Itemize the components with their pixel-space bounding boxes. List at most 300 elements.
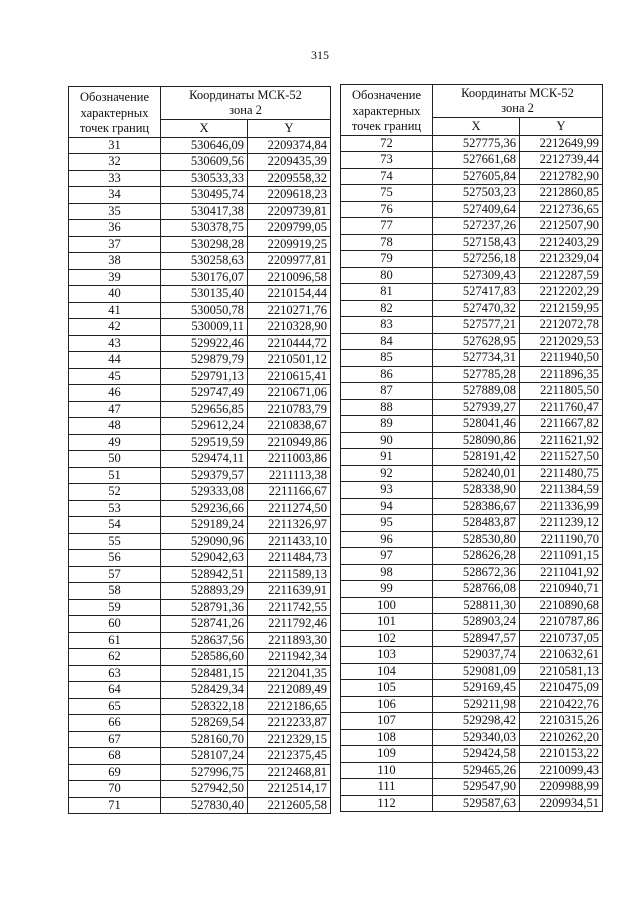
x-coordinate-cell: 528637,56 — [161, 632, 248, 649]
point-id-cell: 42 — [69, 319, 161, 336]
table-row — [341, 135, 603, 152]
point-id-cell: 36 — [69, 220, 161, 237]
x-coordinate-cell: 529211,98 — [433, 696, 520, 713]
point-id-cell: 103 — [341, 647, 433, 664]
table-row — [341, 515, 603, 532]
y-coordinate-cell: 2212287,59 — [520, 267, 603, 284]
point-id-cell: 37 — [69, 236, 161, 253]
y-coordinate-cell: 2212329,04 — [520, 251, 603, 268]
y-coordinate-cell: 2211113,38 — [248, 467, 331, 484]
page-number: 315 — [311, 48, 329, 62]
point-id-cell: 71 — [69, 797, 161, 814]
x-coordinate-cell: 527309,43 — [433, 267, 520, 284]
point-id-cell: 110 — [341, 762, 433, 779]
y-coordinate-cell: 2210838,67 — [248, 418, 331, 435]
designation-header-line: Обозначение — [79, 90, 150, 104]
x-coordinate-cell: 527661,68 — [433, 152, 520, 169]
y-coordinate-cell: 2211760,47 — [520, 399, 603, 416]
y-coordinate-cell: 2212089,49 — [248, 682, 331, 699]
coordinates-header-line: Координаты МСК-52 — [189, 87, 302, 102]
y-coordinate-cell: 2210099,43 — [520, 762, 603, 779]
point-id-cell: 107 — [341, 713, 433, 730]
point-id-cell: 33 — [69, 170, 161, 187]
y-coordinate-cell: 2212403,29 — [520, 234, 603, 251]
x-coordinate-cell: 528191,42 — [433, 449, 520, 466]
table-row — [341, 416, 603, 433]
y-coordinate-cell: 2212375,45 — [248, 748, 331, 765]
point-id-cell: 50 — [69, 451, 161, 468]
x-coordinate-cell: 527889,08 — [433, 383, 520, 400]
coordinates-header-line: зона 2 — [501, 101, 534, 116]
y-coordinate-cell: 2210581,13 — [520, 663, 603, 680]
x-column-header: X — [433, 118, 520, 135]
x-coordinate-cell: 528269,54 — [161, 715, 248, 732]
table-row — [69, 731, 331, 748]
table-row — [69, 137, 331, 154]
x-coordinate-cell: 527577,21 — [433, 317, 520, 334]
x-coordinate-cell: 530298,28 — [161, 236, 248, 253]
point-id-cell: 84 — [341, 333, 433, 350]
y-coordinate-cell: 2209934,51 — [520, 795, 603, 812]
point-id-cell: 31 — [69, 137, 161, 154]
y-coordinate-cell: 2211480,75 — [520, 465, 603, 482]
y-coordinate-cell: 2211274,50 — [248, 500, 331, 517]
y-coordinate-cell: 2210671,06 — [248, 385, 331, 402]
x-coordinate-cell: 528481,15 — [161, 665, 248, 682]
point-id-cell: 65 — [69, 698, 161, 715]
table-row — [341, 350, 603, 367]
table-row — [341, 564, 603, 581]
table-row — [341, 267, 603, 284]
x-coordinate-cell: 530417,38 — [161, 203, 248, 220]
point-id-cell: 80 — [341, 267, 433, 284]
y-coordinate-cell: 2210949,86 — [248, 434, 331, 451]
table-row — [341, 531, 603, 548]
y-coordinate-cell: 2210154,44 — [248, 286, 331, 303]
point-id-cell: 48 — [69, 418, 161, 435]
point-id-cell: 67 — [69, 731, 161, 748]
point-id-cell: 77 — [341, 218, 433, 235]
table-row — [69, 632, 331, 649]
table-row — [69, 550, 331, 567]
table-row — [341, 482, 603, 499]
point-id-cell: 54 — [69, 517, 161, 534]
y-coordinate-cell: 2211589,13 — [248, 566, 331, 583]
x-coordinate-cell: 528107,24 — [161, 748, 248, 765]
point-id-cell: 81 — [341, 284, 433, 301]
y-coordinate-cell: 2211384,59 — [520, 482, 603, 499]
table-row — [69, 269, 331, 286]
point-id-cell: 102 — [341, 630, 433, 647]
y-coordinate-cell: 2211639,91 — [248, 583, 331, 600]
y-coordinate-cell: 2209988,99 — [520, 779, 603, 796]
y-coordinate-cell: 2210444,72 — [248, 335, 331, 352]
y-column-header: Y — [248, 120, 331, 137]
x-coordinate-cell: 530495,74 — [161, 187, 248, 204]
table-body-left — [69, 137, 331, 814]
point-id-cell: 61 — [69, 632, 161, 649]
y-coordinate-cell: 2211190,70 — [520, 531, 603, 548]
table-row — [341, 614, 603, 631]
x-coordinate-cell: 527734,31 — [433, 350, 520, 367]
x-coordinate-cell: 528947,57 — [433, 630, 520, 647]
y-coordinate-cell: 2210940,71 — [520, 581, 603, 598]
x-coordinate-cell: 527628,95 — [433, 333, 520, 350]
y-coordinate-cell: 2210422,76 — [520, 696, 603, 713]
table-row — [341, 498, 603, 515]
table-row — [341, 713, 603, 730]
x-coordinate-cell: 529791,13 — [161, 368, 248, 385]
table-row — [341, 548, 603, 565]
designation-header — [69, 87, 161, 138]
x-coordinate-cell: 527409,64 — [433, 201, 520, 218]
y-coordinate-cell: 2212072,78 — [520, 317, 603, 334]
x-coordinate-cell: 528791,36 — [161, 599, 248, 616]
x-coordinate-cell: 527942,50 — [161, 781, 248, 798]
table-row — [341, 366, 603, 383]
table-row — [69, 170, 331, 187]
x-coordinate-cell: 529081,09 — [433, 663, 520, 680]
point-id-cell: 85 — [341, 350, 433, 367]
y-coordinate-cell: 2210615,41 — [248, 368, 331, 385]
x-coordinate-cell: 529587,63 — [433, 795, 520, 812]
table-row — [69, 220, 331, 237]
table-row — [69, 583, 331, 600]
table-row — [69, 533, 331, 550]
x-coordinate-cell: 529747,49 — [161, 385, 248, 402]
table-row — [69, 566, 331, 583]
x-coordinate-cell: 529169,45 — [433, 680, 520, 697]
y-coordinate-cell: 2212514,17 — [248, 781, 331, 798]
y-coordinate-cell: 2210315,26 — [520, 713, 603, 730]
table-row — [69, 187, 331, 204]
x-coordinate-cell: 528942,51 — [161, 566, 248, 583]
x-coordinate-cell: 527256,18 — [433, 251, 520, 268]
designation-header-line: точек границ — [351, 119, 422, 133]
x-coordinate-cell: 528893,29 — [161, 583, 248, 600]
table-row — [341, 663, 603, 680]
x-coordinate-cell: 528338,90 — [433, 482, 520, 499]
point-id-cell: 64 — [69, 682, 161, 699]
x-coordinate-cell: 527830,40 — [161, 797, 248, 814]
designation-header-line: точек границ — [79, 121, 150, 135]
y-coordinate-cell: 2212186,65 — [248, 698, 331, 715]
x-coordinate-cell: 528903,24 — [433, 614, 520, 631]
y-coordinate-cell: 2212233,87 — [248, 715, 331, 732]
point-id-cell: 62 — [69, 649, 161, 666]
table-row — [69, 500, 331, 517]
table-row — [341, 399, 603, 416]
table-row — [69, 319, 331, 336]
table-row — [341, 152, 603, 169]
table-row — [341, 746, 603, 763]
table-row — [341, 317, 603, 334]
y-coordinate-cell: 2209374,84 — [248, 137, 331, 154]
y-coordinate-cell: 2211742,55 — [248, 599, 331, 616]
table-row — [69, 665, 331, 682]
y-coordinate-cell: 2212605,58 — [248, 797, 331, 814]
y-coordinate-cell: 2211621,92 — [520, 432, 603, 449]
table-row — [341, 630, 603, 647]
y-coordinate-cell: 2210501,12 — [248, 352, 331, 369]
coordinates-table-right — [340, 84, 603, 812]
table-row — [341, 465, 603, 482]
y-coordinate-cell: 2211091,15 — [520, 548, 603, 565]
y-coordinate-cell: 2210632,61 — [520, 647, 603, 664]
table-row — [341, 449, 603, 466]
point-id-cell: 89 — [341, 416, 433, 433]
table-row — [69, 368, 331, 385]
point-id-cell: 55 — [69, 533, 161, 550]
table-row — [341, 218, 603, 235]
x-coordinate-cell: 529037,74 — [433, 647, 520, 664]
point-id-cell: 100 — [341, 597, 433, 614]
table-row — [341, 779, 603, 796]
y-coordinate-cell: 2211484,73 — [248, 550, 331, 567]
point-id-cell: 52 — [69, 484, 161, 501]
point-id-cell: 70 — [69, 781, 161, 798]
point-id-cell: 91 — [341, 449, 433, 466]
point-id-cell: 72 — [341, 135, 433, 152]
point-id-cell: 60 — [69, 616, 161, 633]
y-coordinate-cell: 2210783,79 — [248, 401, 331, 418]
point-id-cell: 43 — [69, 335, 161, 352]
table-row — [69, 352, 331, 369]
x-coordinate-cell: 528672,36 — [433, 564, 520, 581]
point-id-cell: 98 — [341, 564, 433, 581]
table-row — [69, 748, 331, 765]
table-row — [69, 418, 331, 435]
y-coordinate-cell: 2209919,25 — [248, 236, 331, 253]
table-row — [69, 649, 331, 666]
point-id-cell: 73 — [341, 152, 433, 169]
table-row — [341, 284, 603, 301]
point-id-cell: 97 — [341, 548, 433, 565]
x-coordinate-cell: 528530,80 — [433, 531, 520, 548]
x-coordinate-cell: 529879,79 — [161, 352, 248, 369]
coordinates-header — [161, 87, 331, 120]
x-coordinate-cell: 529236,66 — [161, 500, 248, 517]
point-id-cell: 35 — [69, 203, 161, 220]
y-coordinate-cell: 2212202,29 — [520, 284, 603, 301]
designation-header-line: Обозначение — [351, 88, 422, 102]
point-id-cell: 32 — [69, 154, 161, 171]
y-column-header: Y — [520, 118, 603, 135]
x-coordinate-cell: 528160,70 — [161, 731, 248, 748]
y-coordinate-cell: 2210096,58 — [248, 269, 331, 286]
y-coordinate-cell: 2210271,76 — [248, 302, 331, 319]
x-coordinate-cell: 529424,58 — [433, 746, 520, 763]
x-coordinate-cell: 527996,75 — [161, 764, 248, 781]
table-row — [69, 682, 331, 699]
y-coordinate-cell: 2212029,53 — [520, 333, 603, 350]
point-id-cell: 87 — [341, 383, 433, 400]
point-id-cell: 47 — [69, 401, 161, 418]
table-row — [341, 333, 603, 350]
table-row — [69, 154, 331, 171]
table-row — [341, 201, 603, 218]
x-coordinate-cell: 528090,86 — [433, 432, 520, 449]
point-id-cell: 57 — [69, 566, 161, 583]
x-column-header: X — [161, 120, 248, 137]
point-id-cell: 53 — [69, 500, 161, 517]
y-coordinate-cell: 2210475,09 — [520, 680, 603, 697]
x-coordinate-cell: 530646,09 — [161, 137, 248, 154]
y-coordinate-cell: 2212329,15 — [248, 731, 331, 748]
point-id-cell: 99 — [341, 581, 433, 598]
x-coordinate-cell: 529042,63 — [161, 550, 248, 567]
y-coordinate-cell: 2212739,44 — [520, 152, 603, 169]
y-coordinate-cell: 2210262,20 — [520, 729, 603, 746]
designation-header-line: характерных — [80, 105, 149, 120]
y-coordinate-cell: 2211940,50 — [520, 350, 603, 367]
coordinates-table-left — [68, 86, 331, 814]
table-row — [341, 729, 603, 746]
point-id-cell: 51 — [69, 467, 161, 484]
x-coordinate-cell: 530009,11 — [161, 319, 248, 336]
point-id-cell: 59 — [69, 599, 161, 616]
y-coordinate-cell: 2211041,92 — [520, 564, 603, 581]
designation-header-line: характерных — [352, 103, 421, 118]
table-row — [69, 451, 331, 468]
y-coordinate-cell: 2211336,99 — [520, 498, 603, 515]
table-row — [69, 715, 331, 732]
coordinates-header-line: зона 2 — [229, 103, 262, 118]
table-row — [69, 484, 331, 501]
point-id-cell: 45 — [69, 368, 161, 385]
y-coordinate-cell: 2211942,34 — [248, 649, 331, 666]
x-coordinate-cell: 529474,11 — [161, 451, 248, 468]
table-row — [69, 286, 331, 303]
y-coordinate-cell: 2209739,81 — [248, 203, 331, 220]
point-id-cell: 63 — [69, 665, 161, 682]
point-id-cell: 38 — [69, 253, 161, 270]
point-id-cell: 78 — [341, 234, 433, 251]
point-id-cell: 41 — [69, 302, 161, 319]
y-coordinate-cell: 2209558,32 — [248, 170, 331, 187]
table-row — [341, 168, 603, 185]
point-id-cell: 44 — [69, 352, 161, 369]
point-id-cell: 92 — [341, 465, 433, 482]
point-id-cell: 88 — [341, 399, 433, 416]
table-row — [341, 680, 603, 697]
table-row — [341, 185, 603, 202]
table-row — [69, 385, 331, 402]
table-row — [69, 698, 331, 715]
x-coordinate-cell: 528626,28 — [433, 548, 520, 565]
table-row — [341, 647, 603, 664]
x-coordinate-cell: 529333,08 — [161, 484, 248, 501]
x-coordinate-cell: 528766,08 — [433, 581, 520, 598]
point-id-cell: 74 — [341, 168, 433, 185]
x-coordinate-cell: 528429,34 — [161, 682, 248, 699]
y-coordinate-cell: 2210737,05 — [520, 630, 603, 647]
y-coordinate-cell: 2209799,05 — [248, 220, 331, 237]
y-coordinate-cell: 2212736,65 — [520, 201, 603, 218]
y-coordinate-cell: 2210890,68 — [520, 597, 603, 614]
point-id-cell: 93 — [341, 482, 433, 499]
table-row — [69, 781, 331, 798]
point-id-cell: 46 — [69, 385, 161, 402]
x-coordinate-cell: 527470,32 — [433, 300, 520, 317]
x-coordinate-cell: 530050,78 — [161, 302, 248, 319]
x-coordinate-cell: 529922,46 — [161, 335, 248, 352]
y-coordinate-cell: 2211667,82 — [520, 416, 603, 433]
y-coordinate-cell: 2211166,67 — [248, 484, 331, 501]
designation-header — [341, 85, 433, 136]
y-coordinate-cell: 2209618,23 — [248, 187, 331, 204]
point-id-cell: 83 — [341, 317, 433, 334]
y-coordinate-cell: 2212507,90 — [520, 218, 603, 235]
point-id-cell: 69 — [69, 764, 161, 781]
x-coordinate-cell: 527158,43 — [433, 234, 520, 251]
x-coordinate-cell: 527237,26 — [433, 218, 520, 235]
y-coordinate-cell: 2210328,90 — [248, 319, 331, 336]
point-id-cell: 96 — [341, 531, 433, 548]
point-id-cell: 58 — [69, 583, 161, 600]
table-row — [69, 797, 331, 814]
point-id-cell: 75 — [341, 185, 433, 202]
table-row — [341, 383, 603, 400]
table-row — [69, 764, 331, 781]
x-coordinate-cell: 530135,40 — [161, 286, 248, 303]
y-coordinate-cell: 2211003,86 — [248, 451, 331, 468]
table-row — [341, 597, 603, 614]
table-row — [341, 795, 603, 812]
x-coordinate-cell: 529519,59 — [161, 434, 248, 451]
y-coordinate-cell: 2212159,95 — [520, 300, 603, 317]
x-coordinate-cell: 529547,90 — [433, 779, 520, 796]
y-coordinate-cell: 2211433,10 — [248, 533, 331, 550]
coordinates-header — [433, 85, 603, 118]
y-coordinate-cell: 2212468,81 — [248, 764, 331, 781]
table-row — [341, 251, 603, 268]
x-coordinate-cell: 528483,87 — [433, 515, 520, 532]
x-coordinate-cell: 528811,30 — [433, 597, 520, 614]
point-id-cell: 94 — [341, 498, 433, 515]
x-coordinate-cell: 528386,67 — [433, 498, 520, 515]
coordinates-header-line: Координаты МСК-52 — [461, 85, 574, 100]
point-id-cell: 90 — [341, 432, 433, 449]
y-coordinate-cell: 2212782,90 — [520, 168, 603, 185]
table-row — [341, 234, 603, 251]
x-coordinate-cell: 527785,28 — [433, 366, 520, 383]
table-row — [69, 236, 331, 253]
point-id-cell: 76 — [341, 201, 433, 218]
point-id-cell: 34 — [69, 187, 161, 204]
y-coordinate-cell: 2210787,86 — [520, 614, 603, 631]
y-coordinate-cell: 2212860,85 — [520, 185, 603, 202]
table-row — [341, 581, 603, 598]
table-row — [69, 616, 331, 633]
point-id-cell: 66 — [69, 715, 161, 732]
point-id-cell: 56 — [69, 550, 161, 567]
x-coordinate-cell: 527605,84 — [433, 168, 520, 185]
x-coordinate-cell: 530176,07 — [161, 269, 248, 286]
x-coordinate-cell: 529090,96 — [161, 533, 248, 550]
point-id-cell: 86 — [341, 366, 433, 383]
table-row — [341, 432, 603, 449]
table-row — [341, 762, 603, 779]
point-id-cell: 39 — [69, 269, 161, 286]
table-row — [69, 401, 331, 418]
table-row — [69, 434, 331, 451]
point-id-cell: 68 — [69, 748, 161, 765]
y-coordinate-cell: 2209977,81 — [248, 253, 331, 270]
y-coordinate-cell: 2210153,22 — [520, 746, 603, 763]
point-id-cell: 105 — [341, 680, 433, 697]
table-row — [69, 517, 331, 534]
